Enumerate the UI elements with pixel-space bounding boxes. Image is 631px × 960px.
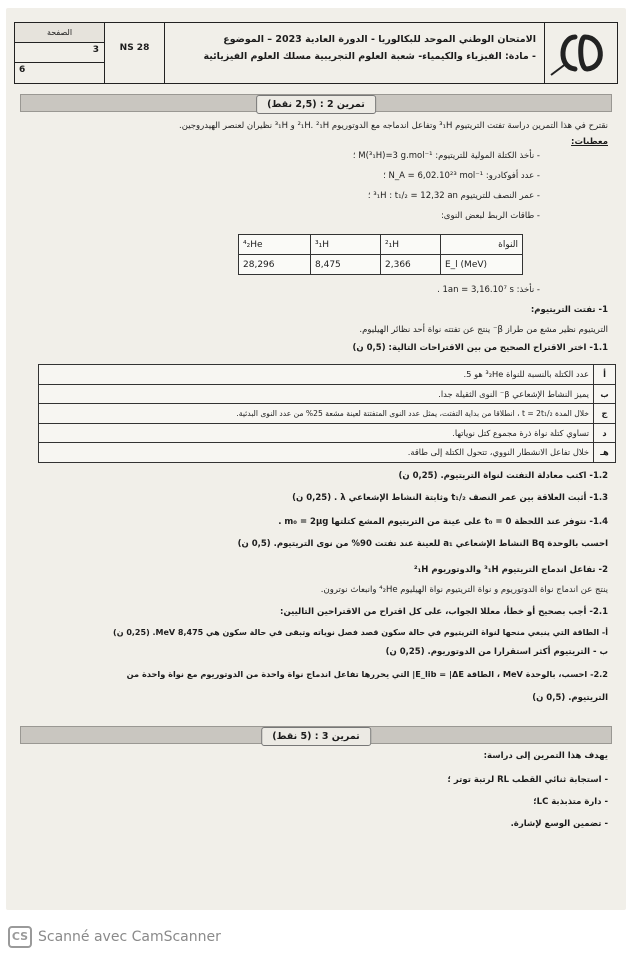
data-avogadro: - عدد أفوكادرو: N_A = 6,02.10²³ mol⁻¹ ؛ (383, 171, 540, 181)
ex3-item: - استجابة ثنائي القطب RL لرتبة توتر ؛ (447, 775, 608, 785)
proposal-text: يميز النشاط الإشعاعي β⁻ النوى الثقيلة جدا. (39, 384, 594, 404)
table-header-h2: ²₁H (381, 235, 441, 255)
q2-1-a: أ- الطاقة التي ينبغي منحها لنواة التريتيوم في حالة سكون قصد فصل نوياته وتبقى في حالة سكون هي 8,475 MeV. (0,25 ن) (113, 628, 608, 637)
exercise-2-title: تمرين 2 : (2,5 نقط) (256, 95, 376, 114)
q2-1-b: ب - التريتيوم أكثر استقرارا من الدوتوريوم. (0,25 ن) (385, 647, 608, 657)
proposal-text: خلال المدة t = 2t₁/₂ ، انطلاقا من بداية التفتت، يمثل عدد النوى المتفتتة لعينة مشعة 25% من عدد النوى البدئية. (39, 404, 594, 424)
exam-title-line2: - مادة: الفيزياء والكيمياء- شعبة العلوم التجريبية مسلك العلوم الفيزيائية (203, 51, 536, 62)
q2-text: ينتج عن اندماج نواة الدوتوريوم و نواة التريتيوم نواة الهيليوم ⁴₂He وانبعاث نوترون. (320, 585, 608, 595)
exercise-2-band (20, 94, 612, 112)
page-label: الصفحة (15, 23, 104, 43)
page-number: 3 (92, 45, 99, 55)
exam-code: NS 28 (105, 23, 165, 83)
proposal-text: تساوي كتلة نواة ذرة مجموع كتل نوياتها. (39, 423, 594, 443)
data-molar-mass: - نأخذ الكتلة المولية للتريتيوم: M(³₁H)=3 g.mol⁻¹ ؛ (352, 151, 540, 161)
proposal-text: عدد الكتلة بالنسبة للنواة ³₂He هو 5. (39, 365, 594, 385)
q2-2: 2.2- احسب، بالوحدة MeV ، الطاقة E_lib = |ΔE| التي يحررها تفاعل اندماج نواة واحدة من الدوتوريوم مع نواة واحدة من (126, 669, 608, 679)
exam-header (14, 22, 618, 84)
q1-title: 1- تفتت التريتيوم: (530, 305, 608, 315)
proposal-letter: ب (594, 384, 616, 404)
page-total: 6 (19, 65, 26, 75)
table-value-h2: 2,366 (381, 255, 441, 275)
proposal-row (39, 384, 616, 404)
q1-4-b: احسب بالوحدة Bq النشاط الإشعاعي a₁ للعينة عند تفتت 90% من نوى التريتيوم. (0,5 ن) (237, 539, 608, 549)
table-row-label: E_l (MeV) (441, 255, 523, 275)
q1-4: 1.4- نتوفر عند اللحظة t₀ = 0 على عينة من التريتيوم المشع كتلتها m₀ = 2µg . (278, 517, 608, 527)
proposal-letter: أ (594, 365, 616, 385)
binding-energy-table (238, 234, 523, 275)
proposal-row (39, 404, 616, 424)
exam-page (6, 8, 626, 910)
q2-2-b: التريتيوم. (0,5 ن) (532, 693, 608, 703)
proposal-letter: هـ (594, 443, 616, 463)
exercise-3-band (20, 726, 612, 744)
camscanner-footer (8, 926, 221, 952)
ex3-item: - تضمين الوسع لإشارة. (510, 819, 608, 829)
table-value-h3: 8,475 (311, 255, 381, 275)
proposal-row (39, 443, 616, 463)
camscanner-icon: CS (8, 926, 32, 948)
exam-logo-icon (545, 23, 617, 83)
q1-2: 1.2- اكتب معادلة التفتت لنواة التريتيوم. (0,25 ن) (398, 471, 608, 481)
page-box (15, 23, 105, 83)
camscanner-text: Scanné avec CamScanner (38, 929, 221, 945)
q2-1: 2.1- أجب بصحيح أو خطأ، معللا الجواب، على كل اقتراح من الاقتراحين التاليين: (280, 607, 608, 617)
ex3-intro: يهدف هذا التمرين إلى دراسة: (483, 751, 608, 761)
q1-1: 1.1- اختر الاقتراح الصحيح من بين الاقتراحات التالية: (0,5 ن) (352, 343, 608, 353)
proposals-table (38, 364, 616, 463)
ex2-intro: نقترح في هذا التمرين دراسة تفتت التريتيوم ³₁H وتفاعل اندماجه مع الدوتوريوم ²₁H. ²₁H و ³₁H نظيران لعنصر الهيدروجين. (179, 121, 608, 131)
table-header-he4: ⁴₂He (239, 235, 311, 255)
exam-title-line1: الامتحان الوطني الموحد للبكالوريا - الدورة العادية 2023 – الموضوع (223, 34, 536, 45)
exam-title (165, 23, 545, 83)
proposal-text: خلال تفاعل الانشطار النووي، تتحول الكتلة إلى طاقة. (39, 443, 594, 463)
ex3-item: - دارة متذبذبة LC؛ (533, 797, 608, 807)
proposal-letter: د (594, 423, 616, 443)
data-binding-energies: - طاقات الربط لبعض النوى: (440, 211, 540, 221)
proposal-row (39, 365, 616, 385)
proposal-row (39, 423, 616, 443)
data-label: معطيات: (571, 137, 608, 147)
exercise-3-title: تمرين 3 : (5 نقط) (261, 727, 371, 746)
proposal-letter: ج (594, 404, 616, 424)
q2-title: 2- تفاعل اندماج التريتيوم ³₁H والدوتوريوم ²₁H (413, 565, 608, 575)
table-header-nucleus: النواة (441, 235, 523, 255)
table-header-h3: ³₁H (311, 235, 381, 255)
q1-3: 1.3- أثبت العلاقة بين عمر النصف t₁/₂ وثابتة النشاط الإشعاعي λ . (0,25 ن) (292, 493, 608, 503)
year-note: - نأخذ: 1an = 3,16.10⁷ s . (437, 285, 540, 295)
table-value-he4: 28,296 (239, 255, 311, 275)
q1-text: التريتيوم نظير مشع من طراز β⁻ ينتج عن تفتته نواة أحد نظائر الهيليوم. (359, 325, 608, 335)
data-half-life: - عمر النصف للتريتيوم ³₁H : t₁/₂ = 12,32 an ؛ (367, 191, 540, 201)
